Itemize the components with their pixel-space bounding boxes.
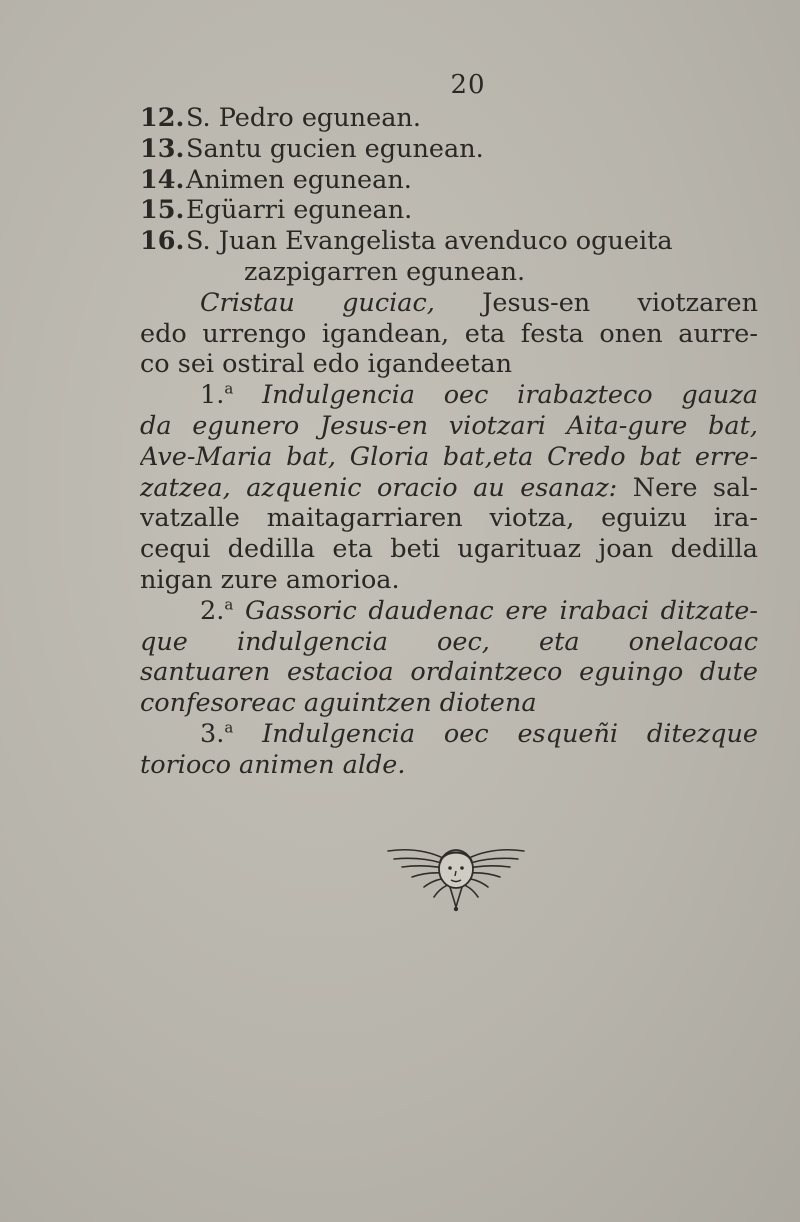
list-number: 15. — [140, 195, 185, 226]
item-text: Indulgencia oec esqueñi ditezque — [262, 718, 758, 749]
list-text: Egüarri egunean. — [186, 195, 413, 226]
list-number: 12. — [140, 103, 185, 133]
item-line — [140, 596, 758, 627]
item-line: que indulgencia oec, eta onelacoac — [140, 626, 758, 657]
item-number: 2.$^a$ — [200, 595, 234, 626]
list-number: 14. — [140, 164, 185, 195]
item-line: da egunero Jesus-en viotzari Aita-gure bat, — [140, 410, 758, 441]
item-line: santuaren estacioa ordaintzeco eguingo dute — [140, 657, 758, 688]
item-line — [140, 380, 758, 411]
item-line: cequi dedilla eta beti ugarituaz joan dedilla — [140, 534, 758, 565]
list-item-continuation: zazpigarren egunean. — [244, 256, 526, 287]
item-line: Ave-Maria bat, Gloria bat,eta Credo bat erre- — [140, 441, 758, 472]
item-text: Indulgencia oec irabazteco gauza — [262, 380, 758, 411]
item-line — [140, 473, 758, 504]
list-number: 13. — [140, 133, 185, 164]
item-line: nigan zure amorioa. — [140, 564, 400, 595]
item-line: vatzalle maitagarriaren viotza, eguizu ira- — [140, 503, 758, 534]
list-item — [140, 103, 758, 134]
cherub-ornament-icon — [384, 835, 528, 915]
page-number: 20 — [450, 70, 486, 100]
list-text: Animen egunean. — [186, 164, 412, 195]
item-line — [140, 719, 758, 750]
list-text: S. Pedro egunean. — [186, 103, 421, 133]
item-text: Nere sal- — [632, 472, 758, 503]
item-number: 3.$^a$ — [200, 718, 234, 749]
item-italic: zatzea, azquenic oracio au esanaz: — [140, 472, 618, 503]
paragraph-line: edo urrengo igandean, eta festa onen aurre- — [140, 318, 758, 349]
list-text: S. Juan Evangelista avenduco ogueita — [186, 226, 673, 257]
list-text: Santu gucien egunean. — [186, 133, 484, 164]
paragraph-line — [140, 288, 758, 319]
list-item — [140, 226, 758, 257]
list-item — [140, 134, 758, 165]
paragraph-line: co sei ostiral edo igandeetan — [140, 349, 513, 380]
paragraph-text: Jesus-en viotzaren — [482, 287, 758, 318]
list-item — [140, 165, 758, 196]
item-line: confesoreac aguintzen diotena — [140, 688, 537, 719]
text-block — [140, 103, 758, 781]
paragraph-italic: Cristau guciac, — [200, 287, 435, 318]
list-number: 16. — [140, 226, 185, 257]
item-text: Gassoric daudenac ere irabaci ditzate- — [245, 595, 758, 626]
list-item — [140, 195, 758, 226]
item-line: torioco animen alde. — [140, 749, 406, 780]
item-number: 1.$^a$ — [200, 380, 234, 411]
